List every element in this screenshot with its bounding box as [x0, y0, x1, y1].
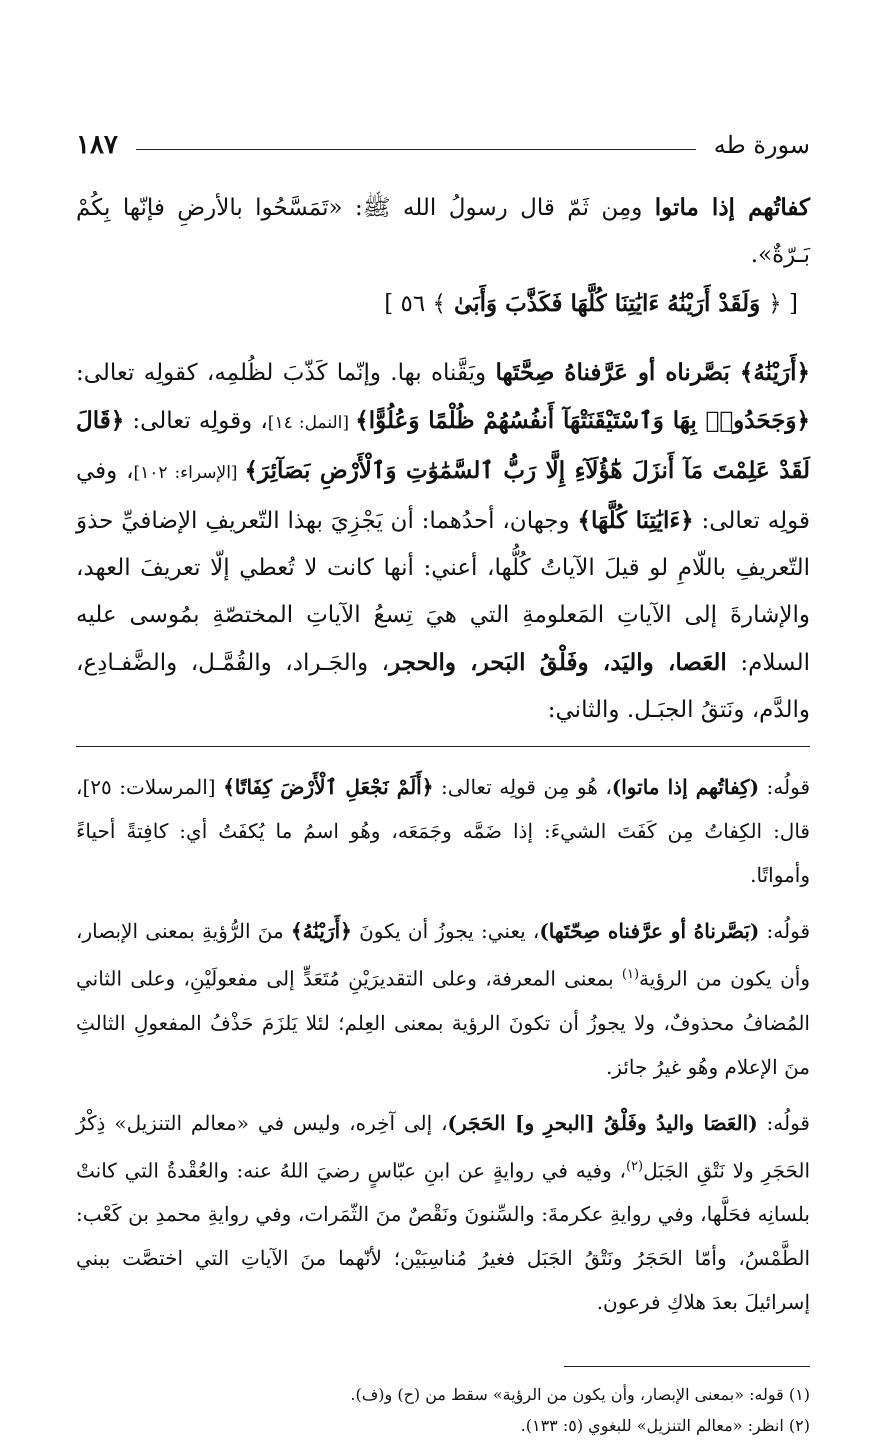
commentary-text: ، يعني: يجوزُ أن يكونَ: [351, 919, 540, 943]
footnote-marker[interactable]: (٢): [625, 1158, 644, 1174]
footnote-2: (٢) انظر: «معالم التنزيل» للبغوي (٥: ١٣٣).: [520, 1416, 810, 1436]
commentary-paragraph-1: [76, 765, 810, 897]
quran-quote: ﴿أَرَيْنَٰهُ﴾: [739, 359, 810, 386]
main-paragraph-1: [76, 184, 810, 279]
surah-title: سورة طه: [713, 131, 810, 159]
commentary-lemma: (كِفاتُهم إذا ماتوا): [611, 775, 760, 799]
commentary-paragraph-2: [76, 909, 810, 1089]
main-lead-phrase: كفاتُهم إذا ماتوا: [654, 194, 810, 221]
main-bold-phrase: بَصَّرناه أو عَرَّفناهُ صِحَّتَها: [495, 359, 740, 386]
main-text-span: ، وقولِه تعالى:: [124, 408, 268, 434]
quran-quote: ﴿قَالَ لَقَدْ عَلِمْتَ مَآ أَنزَلَ هَٰٓؤُلَآءِ إِلَّا رَبُّ ٱلسَّمَٰوَٰتِ وَٱلْأَرْضِ بَصَآئِرَ﴾: [76, 407, 810, 484]
page-header: [76, 120, 810, 170]
quran-verse-text: وَلَقَدْ أَرَيْنَٰهُ ءَايَٰتِنَا كُلَّهَا فَكَذَّبَ وَأَبَىٰ: [446, 290, 769, 317]
commentary-text: بمعنى المعرفة، وعلى التقديرَيْنِ مُتَعَدٍّ إلى مفعولَيْنِ، وعلى الثاني المُضافُ محذوفٌ، ولا يجوزُ أن تكونَ الرؤية بمعنى العِلم؛ لئلا يَلزَمَ حَذْفُ المفعولِ الثالثِ منَ الإعلام وهُو غيرُ جائز.: [76, 966, 810, 1079]
commentary-text: قولُه:: [759, 775, 811, 799]
commentary-divider: [76, 746, 810, 747]
header-rule: [136, 149, 696, 150]
main-paragraph-2: [76, 349, 810, 734]
main-text-span: ، والجَـراد، والقُمَّـل، والضَّفـادِع، والدَّم، ونَتقُ الجبَـل. والثاني:: [76, 650, 810, 723]
main-text-span: ومِن ثَمّ قال رسولُ الله ﷺ: «تَمَسَّحُوا بالأرضِ فإنّها بِكُمْ بَـرّةٌ».: [76, 195, 810, 268]
commentary-text: قولُه:: [759, 919, 811, 943]
main-text-span: ويَقَّناه بها. وإنّما كَذّبَ لظُلمِه، كقولِه تعالى:: [76, 360, 496, 386]
footnote-marker[interactable]: (١): [621, 967, 640, 982]
verse-number: ﴾ ٥٦ ]: [384, 291, 447, 317]
footnote-1: (١) قوله: «بمعنى الإبصار، وأن يكون من الرؤية» سقط من (ح) و(ف).: [350, 1385, 810, 1405]
main-text-span: وجهان، أحدُهما: أن يَجْزِيَ بهذا التّعريفِ الإضافيِّ حذوَ التّعريفِ باللّامِ لو قيلَ الآياتُ كُلُّها، أعني: أنها كانت لا تُعطي إلّا تعريفَ العهد، والإشارةَ إلى الآياتِ المَعلومةِ التي هيَ تِسعُ الآياتِ المختصّةِ بمُوسى عليه السلام:: [76, 508, 810, 676]
commentary-text: منَ الرُّؤيةِ بمعنى الإبصار، وأن يكون من الرؤية: [76, 919, 810, 991]
footnote-divider: [564, 1366, 810, 1367]
quran-verse-line: [76, 279, 810, 329]
commentary-lemma: (العَصَا واليدُ وفَلْقُ [البحرِ و] الحَجَر): [447, 1110, 758, 1135]
commentary-text: قولُه:: [757, 1110, 810, 1135]
commentary-text: [المرسلات: ٢٥]، قال: الكِفاتُ مِن كَفَتَ الشيءَ: إذا ضَمَّه وجَمَعَه، وهُو اسمُ ما يُكفَتُ أي: كافِتةً أحياءً وأمواتًا.: [76, 775, 810, 887]
quran-quote: ﴿أَرَيْنَٰهُ﴾: [290, 919, 352, 943]
signs-list-bold: العَصا، واليَد، وفَلْقُ البَحر، والحجر: [389, 649, 727, 676]
commentary-text: ، إلى آخِره، وليس في «معالم التنزيل» ذِكْرُ الحَجَرِ ولا نَتْقِ الجَبَل: [76, 1110, 811, 1183]
quran-quote: ﴿أَلَمْ نَجْعَلِ ٱلْأَرْضَ كِفَاتًا﴾: [223, 775, 434, 799]
commentary-text: ، وفيه في روايةٍ عن ابنِ عبّاسٍ رضيَ اللهُ عنه: والعُقْدةُ التي كانتْ بلسانِه فحَلَّها، وفي روايةِ عكرمةَ: والسِّنونَ ونَقْصٌ منَ الثّمَرات، وفي روايةِ محمدِ بن كَعْب: الطَّمْسُ، وأمّا الحَجَرُ ونَتْقُ الجَبَل فغيرُ مُناسِبَيْن؛ لأنّهما منَ الآياتِ التي اختصَّت ببني إسرائيلَ بعدَ هلاكِ فرعون.: [76, 1158, 810, 1315]
commentary-lemma: (بَصَّرناهُ أو عرَّفناه صِحّتَها): [539, 919, 760, 943]
page-number: ١٨٧: [76, 130, 118, 160]
quran-quote: ﴿وَجَحَدُوا۟ بِهَا وَٱسْتَيْقَنَتْهَآ أَنفُسُهُمْ ظُلْمًا وَعُلُوًّا﴾: [355, 407, 810, 434]
main-text-span: ، وفي قولِه تعالى:: [76, 458, 810, 534]
quran-quote: ﴿ءَايَٰتِنَا كُلَّهَا﴾: [577, 507, 694, 534]
commentary-text: ، هُو مِن قولِه تعالى:: [433, 775, 612, 799]
verse-reference: [الإسراء: ١٠٢]: [133, 463, 245, 483]
verse-reference: [النمل: ١٤]: [267, 413, 356, 433]
verse-open-bracket: [ ﴿: [768, 291, 798, 317]
page: [76, 120, 810, 1441]
commentary-paragraph-3: [76, 1101, 810, 1325]
